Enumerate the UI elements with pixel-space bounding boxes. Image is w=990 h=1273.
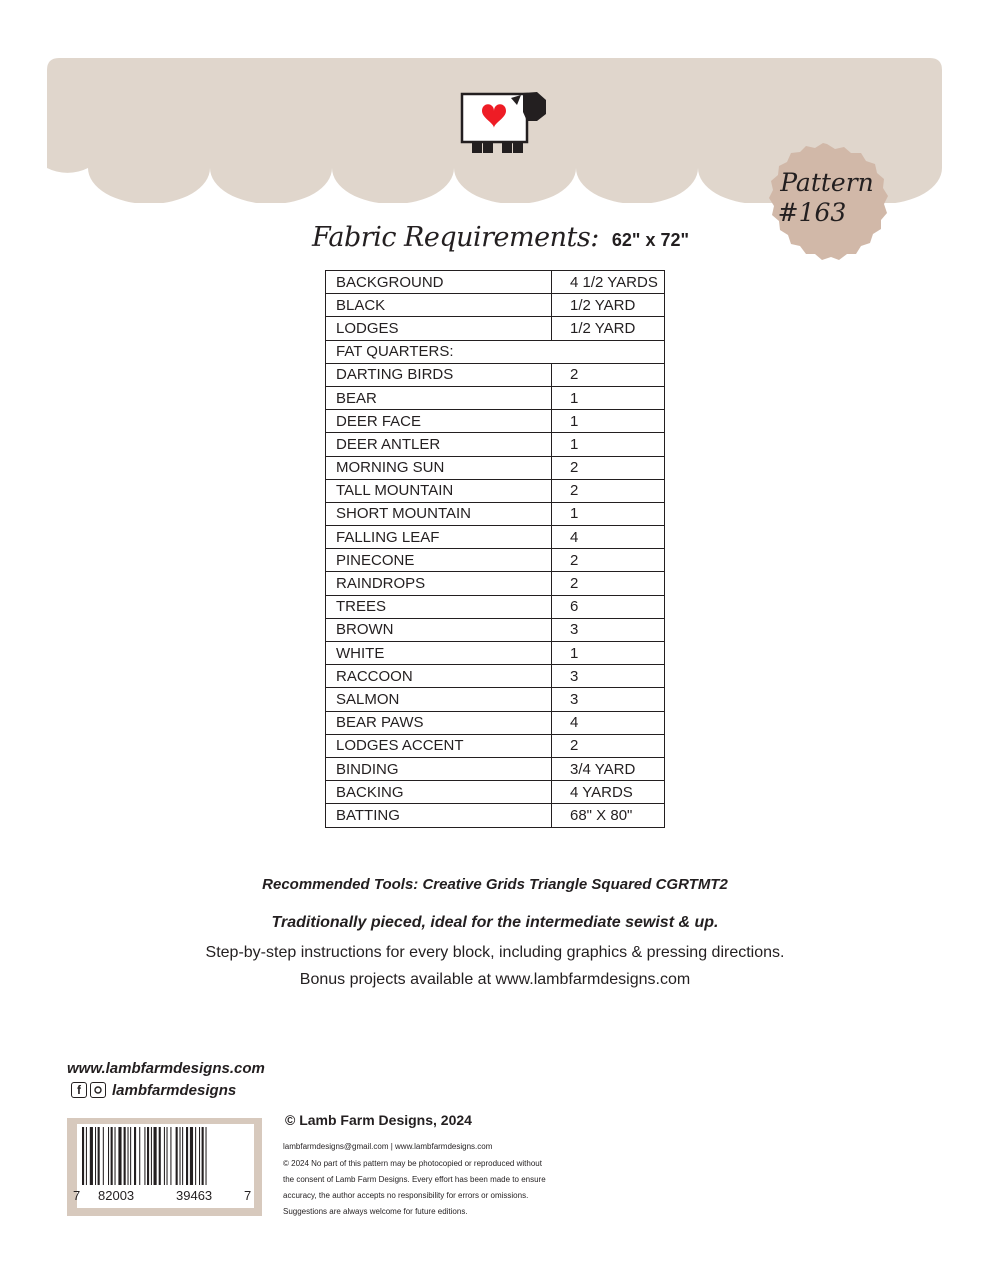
fabric-amount-cell: 1 xyxy=(552,433,665,456)
table-row xyxy=(326,711,665,734)
barcode-digit-last: 7 xyxy=(244,1188,252,1203)
fabric-amount-cell: 68" X 80" xyxy=(552,804,665,827)
fabric-name-cell: TALL MOUNTAIN xyxy=(326,479,552,502)
fabric-name-cell: MORNING SUN xyxy=(326,456,552,479)
table-row xyxy=(326,294,665,317)
barcode-digit-first: 7 xyxy=(73,1188,81,1203)
contact-line: lambfarmdesigns@gmail.com | www.lambfarmdesigns.com xyxy=(283,1142,493,1151)
barcode-bar xyxy=(128,1127,129,1185)
fine-print-line: accuracy, the author accepts no responsibility for errors or omissions. xyxy=(283,1191,529,1200)
table-row xyxy=(326,642,665,665)
barcode-bar xyxy=(118,1127,121,1185)
barcode-bar xyxy=(190,1127,193,1185)
table-row xyxy=(326,781,665,804)
lamb-logo xyxy=(455,88,549,156)
fabric-amount-cell: 6 xyxy=(552,595,665,618)
fabric-amount-cell: 1/2 YARD xyxy=(552,317,665,340)
barcode-bar xyxy=(154,1127,157,1185)
barcode-bar xyxy=(206,1127,207,1185)
barcode-bar xyxy=(159,1127,161,1185)
table-row xyxy=(326,340,665,363)
fabric-amount-cell: 2 xyxy=(552,572,665,595)
fabric-amount-cell: 4 1/2 YARDS xyxy=(552,271,665,294)
barcode-bar xyxy=(124,1127,126,1185)
social-handle[interactable]: lambfarmdesigns xyxy=(112,1081,237,1099)
barcode-bar xyxy=(195,1127,196,1185)
website-link[interactable]: www.lambfarmdesigns.com xyxy=(67,1060,265,1077)
barcode-bar xyxy=(108,1127,109,1185)
table-row xyxy=(326,572,665,595)
fabric-name-cell: SHORT MOUNTAIN xyxy=(326,502,552,525)
fabric-name-cell: TREES xyxy=(326,595,552,618)
fabric-requirements-table xyxy=(325,270,665,828)
table-row xyxy=(326,502,665,525)
barcode-bar xyxy=(180,1127,181,1185)
barcode-bar xyxy=(134,1127,136,1185)
fabric-name-cell: PINECONE xyxy=(326,549,552,572)
fabric-name-cell: BROWN xyxy=(326,618,552,641)
table-row xyxy=(326,410,665,433)
barcode-bar xyxy=(98,1127,100,1185)
pattern-badge-text xyxy=(766,168,888,228)
barcode-bar xyxy=(167,1127,168,1185)
barcode-bar xyxy=(202,1127,204,1185)
barcode-bar xyxy=(115,1127,116,1185)
fabric-name-cell: LODGES xyxy=(326,317,552,340)
bonus-projects-note: Bonus projects available at www.lambfarmdesigns.com xyxy=(299,971,691,988)
table-row xyxy=(326,688,665,711)
barcode-bar xyxy=(144,1127,145,1185)
fabric-name-cell: WHITE xyxy=(326,642,552,665)
fabric-amount-cell: 1 xyxy=(552,502,665,525)
fabric-name-cell: SALMON xyxy=(326,688,552,711)
fine-print-line: Suggestions are always welcome for future editions. xyxy=(283,1207,468,1216)
fine-print-line: © 2024 No part of this pattern may be photocopied or reproduced without xyxy=(283,1159,542,1168)
barcode-bar xyxy=(151,1127,152,1185)
instructions-note: Step-by-step instructions for every block, including graphics & pressing directions. xyxy=(205,944,785,961)
fabric-name-cell: RAINDROPS xyxy=(326,572,552,595)
table-row xyxy=(326,757,665,780)
table-row xyxy=(326,433,665,456)
barcode-bar xyxy=(170,1127,171,1185)
barcode-bar xyxy=(95,1127,96,1185)
table-row xyxy=(326,363,665,386)
table-row xyxy=(326,317,665,340)
fabric-name-cell: BINDING xyxy=(326,757,552,780)
fabric-amount-cell: 3 xyxy=(552,688,665,711)
fabric-name-cell: BATTING xyxy=(326,804,552,827)
fabric-amount-cell: 4 xyxy=(552,711,665,734)
table-row xyxy=(326,549,665,572)
fabric-amount-cell: 1/2 YARD xyxy=(552,294,665,317)
table-row xyxy=(326,595,665,618)
fabric-name-cell: BACKING xyxy=(326,781,552,804)
barcode-bar xyxy=(199,1127,200,1185)
table-row xyxy=(326,618,665,641)
fabric-amount-cell: 3 xyxy=(552,665,665,688)
facebook-icon[interactable]: f xyxy=(71,1082,87,1098)
fabric-amount-cell: 3/4 YARD xyxy=(552,757,665,780)
fabric-requirements-title xyxy=(312,222,689,262)
fabric-amount-cell: 3 xyxy=(552,618,665,641)
social-row xyxy=(71,1081,236,1099)
fabric-amount-cell: 1 xyxy=(552,642,665,665)
fabric-amount-cell: 4 YARDS xyxy=(552,781,665,804)
fabric-amount-cell: 1 xyxy=(552,386,665,409)
table-row xyxy=(326,734,665,757)
barcode-bar xyxy=(182,1127,183,1185)
instagram-icon[interactable] xyxy=(90,1082,106,1098)
table-row xyxy=(326,526,665,549)
barcode-bar xyxy=(90,1127,93,1185)
fabric-name-cell: FAT QUARTERS: xyxy=(326,340,665,363)
recommended-tools: Recommended Tools: Creative Grids Triangle Squared CGRTMT2 xyxy=(262,876,728,893)
fabric-name-cell: BLACK xyxy=(326,294,552,317)
barcode-bar xyxy=(176,1127,178,1185)
barcode-bar xyxy=(103,1127,104,1185)
table-row xyxy=(326,271,665,294)
fabric-name-cell: BEAR xyxy=(326,386,552,409)
fabric-name-cell: FALLING LEAF xyxy=(326,526,552,549)
barcode-bar xyxy=(139,1127,140,1185)
barcode-bar xyxy=(164,1127,165,1185)
skill-level-note: Traditionally pieced, ideal for the intermediate sewist & up. xyxy=(271,914,719,931)
fabric-amount-cell: 2 xyxy=(552,456,665,479)
fabric-amount-cell: 2 xyxy=(552,734,665,757)
barcode-bar xyxy=(111,1127,113,1185)
barcode-bar xyxy=(186,1127,188,1185)
badge-line2: #163 xyxy=(777,198,847,227)
barcode xyxy=(80,1127,252,1187)
fabric-amount-cell: 2 xyxy=(552,363,665,386)
fabric-name-cell: BEAR PAWS xyxy=(326,711,552,734)
barcode-bar xyxy=(130,1127,131,1185)
fabric-name-cell: DEER FACE xyxy=(326,410,552,433)
barcode-bar xyxy=(147,1127,149,1185)
barcode-digits-left: 82003 xyxy=(98,1188,135,1203)
fabric-amount-cell: 2 xyxy=(552,479,665,502)
fabric-name-cell: DEER ANTLER xyxy=(326,433,552,456)
fabric-name-cell: LODGES ACCENT xyxy=(326,734,552,757)
barcode-bar xyxy=(82,1127,84,1185)
fabric-amount-cell: 2 xyxy=(552,549,665,572)
fine-print-line: the consent of Lamb Farm Designs. Every effort has been made to ensure xyxy=(283,1175,546,1184)
copyright: © Lamb Farm Designs, 2024 xyxy=(285,1112,472,1128)
fabric-amount-cell: 4 xyxy=(552,526,665,549)
fabric-name-cell: BACKGROUND xyxy=(326,271,552,294)
barcode-digits-right: 39463 xyxy=(176,1188,213,1203)
table-row xyxy=(326,804,665,827)
fabric-name-cell: RACCOON xyxy=(326,665,552,688)
fabric-name-cell: DARTING BIRDS xyxy=(326,363,552,386)
table-row xyxy=(326,386,665,409)
table-row xyxy=(326,665,665,688)
title-script: Fabric Requirements: xyxy=(312,222,599,253)
fabric-amount-cell: 1 xyxy=(552,410,665,433)
table-row xyxy=(326,456,665,479)
barcode-bar xyxy=(86,1127,87,1185)
table-row xyxy=(326,479,665,502)
quilt-size: 62" x 72" xyxy=(611,230,690,250)
badge-line1: Pattern xyxy=(780,168,874,197)
